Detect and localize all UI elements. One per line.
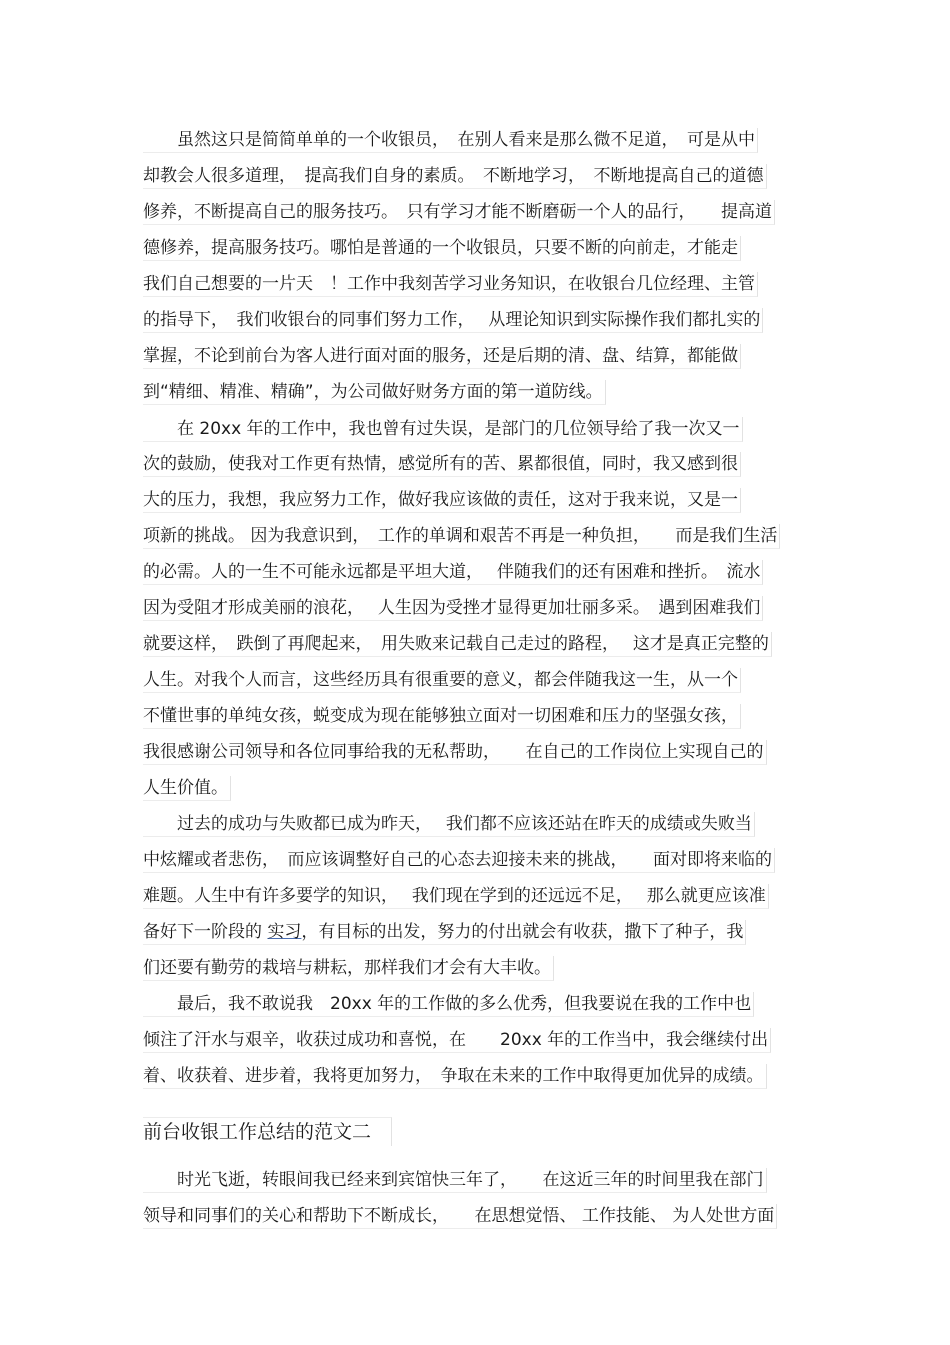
- paragraph-4-line-2: 倾注了汗水与艰辛，收获过成功和喜悦，在 20xx 年的工作当中，我会继续付出: [143, 1028, 771, 1053]
- paragraph-2-line-11: 人生价值。: [143, 776, 231, 801]
- paragraph-2-line-10: 我很感谢公司领导和各位同事给我的无私帮助， 在自己的工作岗位上实现自己的: [143, 740, 767, 765]
- paragraph-2-line-2: 次的鼓励，使我对工作更有热情，感觉所有的苦、累都很值，同时，我又感到很: [143, 452, 741, 477]
- paragraph-2-line-9: 不懂世事的单纯女孩，蜕变成为现在能够独立面对一切困难和压力的坚强女孩，: [143, 704, 741, 729]
- paragraph-2-line-6: 因为受阻才形成美丽的浪花， 人生因为受挫才显得更加壮丽多采。 遇到困难我们: [143, 596, 763, 621]
- paragraph-2-line-5: 的必需。人的一生不可能永远都是平坦大道， 伴随我们的还有困难和挫折。 流水: [143, 560, 763, 585]
- paragraph-1-line-7: 掌握，不论到前台为客人进行面对面的服务，还是后期的清、盘、结算，都能做: [143, 344, 741, 369]
- paragraph-2-line-7: 就要这样， 跌倒了再爬起来， 用失败来记载自己走过的路程， 这才是真正完整的: [143, 632, 772, 657]
- paragraph-4-line-3: 着、收获着、进步着，我将更加努力， 争取在未来的工作中取得更加优异的成绩。: [143, 1064, 767, 1089]
- internship-link[interactable]: 实习: [267, 922, 302, 942]
- paragraph-3-line-1: 过去的成功与失败都已成为昨天， 我们都不应该还站在昨天的成绩或失败当: [143, 812, 755, 837]
- paragraph-4-line-1: 最后，我不敢说我 20xx 年的工作做的多么优秀，但我要说在我的工作中也: [143, 992, 754, 1017]
- paragraph-2-line-1: 在 20xx 年的工作中，我也曾有过失误，是部门的几位领导给了我一次又一: [143, 417, 743, 442]
- paragraph-3-line-2: 中炫耀或者悲伤， 而应该调整好自己的心态去迎接未来的挑战， 面对即将来临的: [143, 848, 775, 873]
- paragraph-1-line-8: 到“精细、精准、精确”，为公司做好财务方面的第一道防线。: [143, 380, 606, 405]
- paragraph-3-line-5: 们还要有勤劳的栽培与耕耘，那样我们才会有大丰收。: [143, 956, 554, 981]
- paragraph-2-line-4: 项新的挑战。 因为我意识到， 工作的单调和艰苦不再是一种负担， 而是我们生活: [143, 524, 780, 549]
- paragraph-1-line-4: 德修养，提高服务技巧。哪怕是普通的一个收银员，只要不断的向前走，才能走: [143, 236, 741, 261]
- paragraph-1-line-1: 虽然这只是简简单单的一个收银员， 在别人看来是那么微不足道， 可是从中: [143, 128, 758, 153]
- paragraph-3-line-3: 难题。人生中有许多要学的知识， 我们现在学到的还远远不足， 那么就更应该准: [143, 884, 769, 909]
- paragraph-1-line-2: 却教会人很多道理， 提高我们自身的素质。 不断地学习， 不断地提高自己的道德: [143, 164, 767, 189]
- paragraph-1-line-6: 的指导下， 我们收银台的同事们努力工作， 从理论知识到实际操作我们都扎实的: [143, 308, 763, 333]
- paragraph-5-line-2: 领导和同事们的关心和帮助下不断成长， 在思想觉悟、 工作技能、 为人处世方面: [143, 1204, 777, 1229]
- paragraph-3-line-4: [143, 920, 746, 945]
- paragraph-2-line-8: 人生。对我个人而言，这些经历具有很重要的意义，都会伴随我这一生，从一个: [143, 668, 741, 693]
- line-text: 备好下一阶段的: [143, 922, 268, 942]
- line-text: ，有目标的出发，努力的付出就会有收获，撒下了种子，我: [301, 922, 744, 942]
- paragraph-5-line-1: 时光飞逝，转眼间我已经来到宾馆快三年了， 在这近三年的时间里我在部门: [143, 1168, 767, 1193]
- section-heading: 前台收银工作总结的范文二: [143, 1117, 392, 1146]
- paragraph-1-line-5: 我们自己想要的一片天 ！工作中我刻苦学习业务知识，在收银台几位经理、主管: [143, 272, 758, 297]
- paragraph-1-line-3: 修养，不断提高自己的服务技巧。 只有学习才能不断磨砺一个人的品行， 提高道: [143, 200, 775, 225]
- paragraph-2-line-3: 大的压力，我想，我应努力工作，做好我应该做的责任，这对于我来说，又是一: [143, 488, 741, 513]
